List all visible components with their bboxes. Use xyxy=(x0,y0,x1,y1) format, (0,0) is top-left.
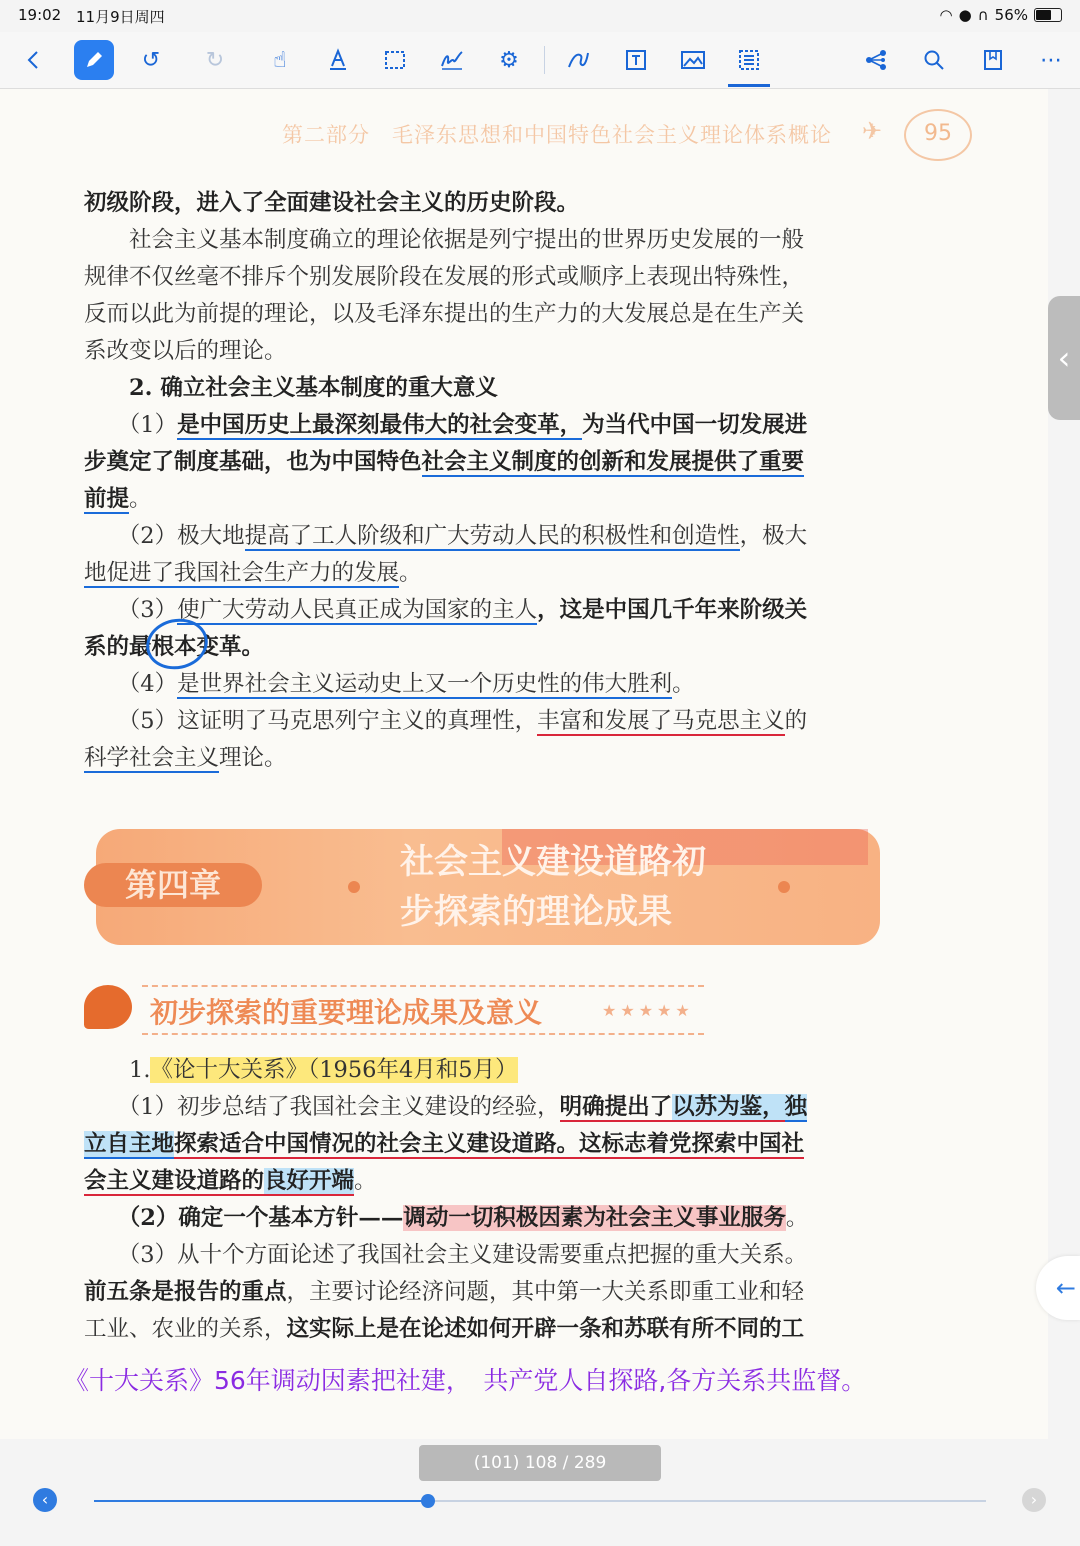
status-time: 19:02 xyxy=(18,6,62,24)
underline-blue: 是中国历史上最深刻最伟大的社会变革， xyxy=(177,412,583,438)
undo-icon[interactable]: ↺ xyxy=(141,47,161,73)
return-arrow-icon[interactable]: ← xyxy=(1036,1256,1080,1320)
text-line: 社会主义基本制度确立的理论依据是列宁提出的世界历史发展的一般 xyxy=(84,227,805,253)
text-line: 科学社会主义理论。 xyxy=(84,745,287,771)
page-indicator: (101) 108 / 289 xyxy=(419,1445,661,1481)
section-title: 初步探索的重要理论成果及意义 xyxy=(150,996,543,1029)
battery-percent: 56% xyxy=(994,6,1028,24)
image-icon[interactable] xyxy=(673,40,713,80)
signature-icon[interactable] xyxy=(432,40,472,80)
status-right xyxy=(939,6,1062,24)
highlight-blue: 独 xyxy=(784,1094,808,1120)
text-line: 系的最根本变革。 xyxy=(84,634,265,660)
headphones-icon: ∩ xyxy=(977,6,989,24)
text-line: （2）确定一个基本方针——调动一切积极因素为社会主义事业服务。 xyxy=(84,1205,809,1231)
underline-red: 。这标志着党探索中国社 xyxy=(556,1131,805,1157)
importance-stars: ★★★★★ xyxy=(602,1001,694,1020)
underline-red: 明确提出了 xyxy=(559,1094,673,1120)
text-line: 前提。 xyxy=(84,486,152,512)
select-rect-icon[interactable] xyxy=(375,40,415,80)
text-line: 系改变以后的理论。 xyxy=(84,338,287,364)
text-line: 1.《论十大关系》（1956年4月和5月） xyxy=(84,1057,518,1083)
search-icon[interactable] xyxy=(914,40,954,80)
underline-red: 会主义建设道路的 xyxy=(84,1168,265,1194)
underline-red: 探索适合中国情况的社会主义建设道路 xyxy=(174,1131,557,1157)
text-line xyxy=(84,1126,894,1163)
handwritten-note[interactable]: 《十大关系》56年调动因素把社建， 共产党人自探路,各方关系共监督。 xyxy=(64,1366,867,1395)
underline-blue: 科学社会主义 xyxy=(84,745,220,771)
text-line: （5）这证明了马克思列宁主义的真理性，丰富和发展了马克思主义的 xyxy=(84,708,808,734)
text-line: 前五条是报告的重点，主要讨论经济问题，其中第一大关系即重工业和轻 xyxy=(84,1279,805,1305)
more-icon[interactable]: ⋯ xyxy=(1040,47,1062,73)
lasso-icon[interactable] xyxy=(558,40,598,80)
share-icon[interactable] xyxy=(856,40,896,80)
text-line: 会主义建设道路的良好开端。 xyxy=(84,1168,377,1194)
chapter-title: 社会主义建设道路初 步探索的理论成果 xyxy=(400,842,706,932)
underline-blue: 是世界社会主义运动史上又一个历史性的伟大胜利 xyxy=(177,671,673,697)
underline-blue: 前提 xyxy=(84,486,130,512)
divider xyxy=(142,1033,704,1035)
battery-icon xyxy=(1034,8,1062,22)
hand-icon[interactable]: ☝ xyxy=(273,47,287,73)
prev-page-button[interactable]: ‹ xyxy=(33,1488,57,1512)
text-line: （2）极大地提高了工人阶级和广大劳动人民的积极性和创造性，极大 xyxy=(84,523,808,549)
text-line: 初级阶段，进入了全面建设社会主义的历史阶段。 xyxy=(84,190,580,216)
page-slider[interactable] xyxy=(94,1500,986,1502)
underline-blue: 提高了工人阶级和广大劳动人民的积极性和创造性 xyxy=(244,523,740,549)
text-line: （3）使广大劳动人民真正成为国家的主人，这是中国几千年来阶级关 xyxy=(84,597,808,623)
text-line: 步奠定了制度基础，也为中国特色社会主义制度的创新和发展提供了重要 xyxy=(84,449,805,475)
text-line: （4）是世界社会主义运动史上又一个历史性的伟大胜利。 xyxy=(84,671,695,697)
highlight-blue: 立自主地 xyxy=(84,1131,175,1157)
section-bubble-icon xyxy=(84,985,132,1029)
underline-blue: 地促进了我国社会生产力的发展 xyxy=(84,560,400,586)
highlight-yellow: 《论十大关系》（1956年4月和5月） xyxy=(150,1057,518,1083)
underline-blue: 使广大劳动人民真正成为国家的主人 xyxy=(177,597,538,623)
subheading: 2. 确立社会主义基本制度的重大意义 xyxy=(84,375,498,401)
alarm-icon: ● xyxy=(958,6,972,24)
text-line: 反而以此为前提的理论，以及毛泽东提出的生产力的大发展总是在生产关 xyxy=(84,301,805,327)
highlight-blue: 良好开端 xyxy=(264,1168,355,1194)
active-tab-indicator xyxy=(728,84,770,87)
chapter-tag: 第四章 xyxy=(84,863,262,907)
battery-level xyxy=(1036,10,1051,20)
toolbar-separator xyxy=(544,46,545,74)
wifi-icon: ◠ xyxy=(939,6,953,24)
redo-icon[interactable]: ↻ xyxy=(205,47,225,73)
status-bar xyxy=(0,0,1080,32)
highlight-pink: 调动一切积极因素为社会主义事业服务 xyxy=(403,1205,786,1231)
underline-blue: 社会主义制度的创新和发展提供了重要 xyxy=(421,449,805,475)
bookmark-icon[interactable] xyxy=(973,40,1013,80)
back-icon[interactable] xyxy=(14,40,54,80)
underline-red: 丰富和发展了马克思主义 xyxy=(537,708,785,734)
text-line: 规律不仅丝毫不排斥个别发展阶段在发展的形式或顺序上表现出特殊性， xyxy=(84,264,805,290)
highlight-blue: 以苏为鉴， xyxy=(672,1094,785,1120)
text-line: （1）是中国历史上最深刻最伟大的社会变革，为当代中国一切发展进 xyxy=(84,412,808,438)
side-panel-handle[interactable]: ‹ xyxy=(1048,296,1080,420)
decor-dot xyxy=(348,881,360,893)
document-page xyxy=(0,89,1048,1439)
outline-icon[interactable] xyxy=(729,40,769,80)
settings-icon[interactable]: ⚙ xyxy=(499,47,519,73)
paper-plane-icon: ✈ xyxy=(862,117,883,145)
pen-icon[interactable] xyxy=(74,40,114,80)
decor-dot xyxy=(778,881,790,893)
status-date: 11月9日周四 xyxy=(76,8,165,26)
text-line: （3）从十个方面论述了我国社会主义建设需要重点把握的重大关系。 xyxy=(84,1242,808,1268)
text-line: 工业、农业的关系，这实际上是在论述如何开辟一条和苏联有所不同的工 xyxy=(84,1316,805,1342)
text-box-icon[interactable] xyxy=(616,40,656,80)
slider-knob[interactable] xyxy=(421,1494,435,1508)
text-line: （1）初步总结了我国社会主义建设的经验，明确提出了以苏为鉴，独 xyxy=(84,1094,808,1120)
running-header: 第二部分 毛泽东思想和中国特色社会主义理论体系概论 xyxy=(282,123,832,147)
toolbar xyxy=(0,32,1080,89)
text-highlight-icon[interactable] xyxy=(318,40,358,80)
page-number: 95 xyxy=(904,109,972,161)
text-line: 地促进了我国社会生产力的发展。 xyxy=(84,560,422,586)
divider xyxy=(142,985,704,987)
next-page-button[interactable]: › xyxy=(1022,1488,1046,1512)
slider-fill xyxy=(94,1500,428,1502)
